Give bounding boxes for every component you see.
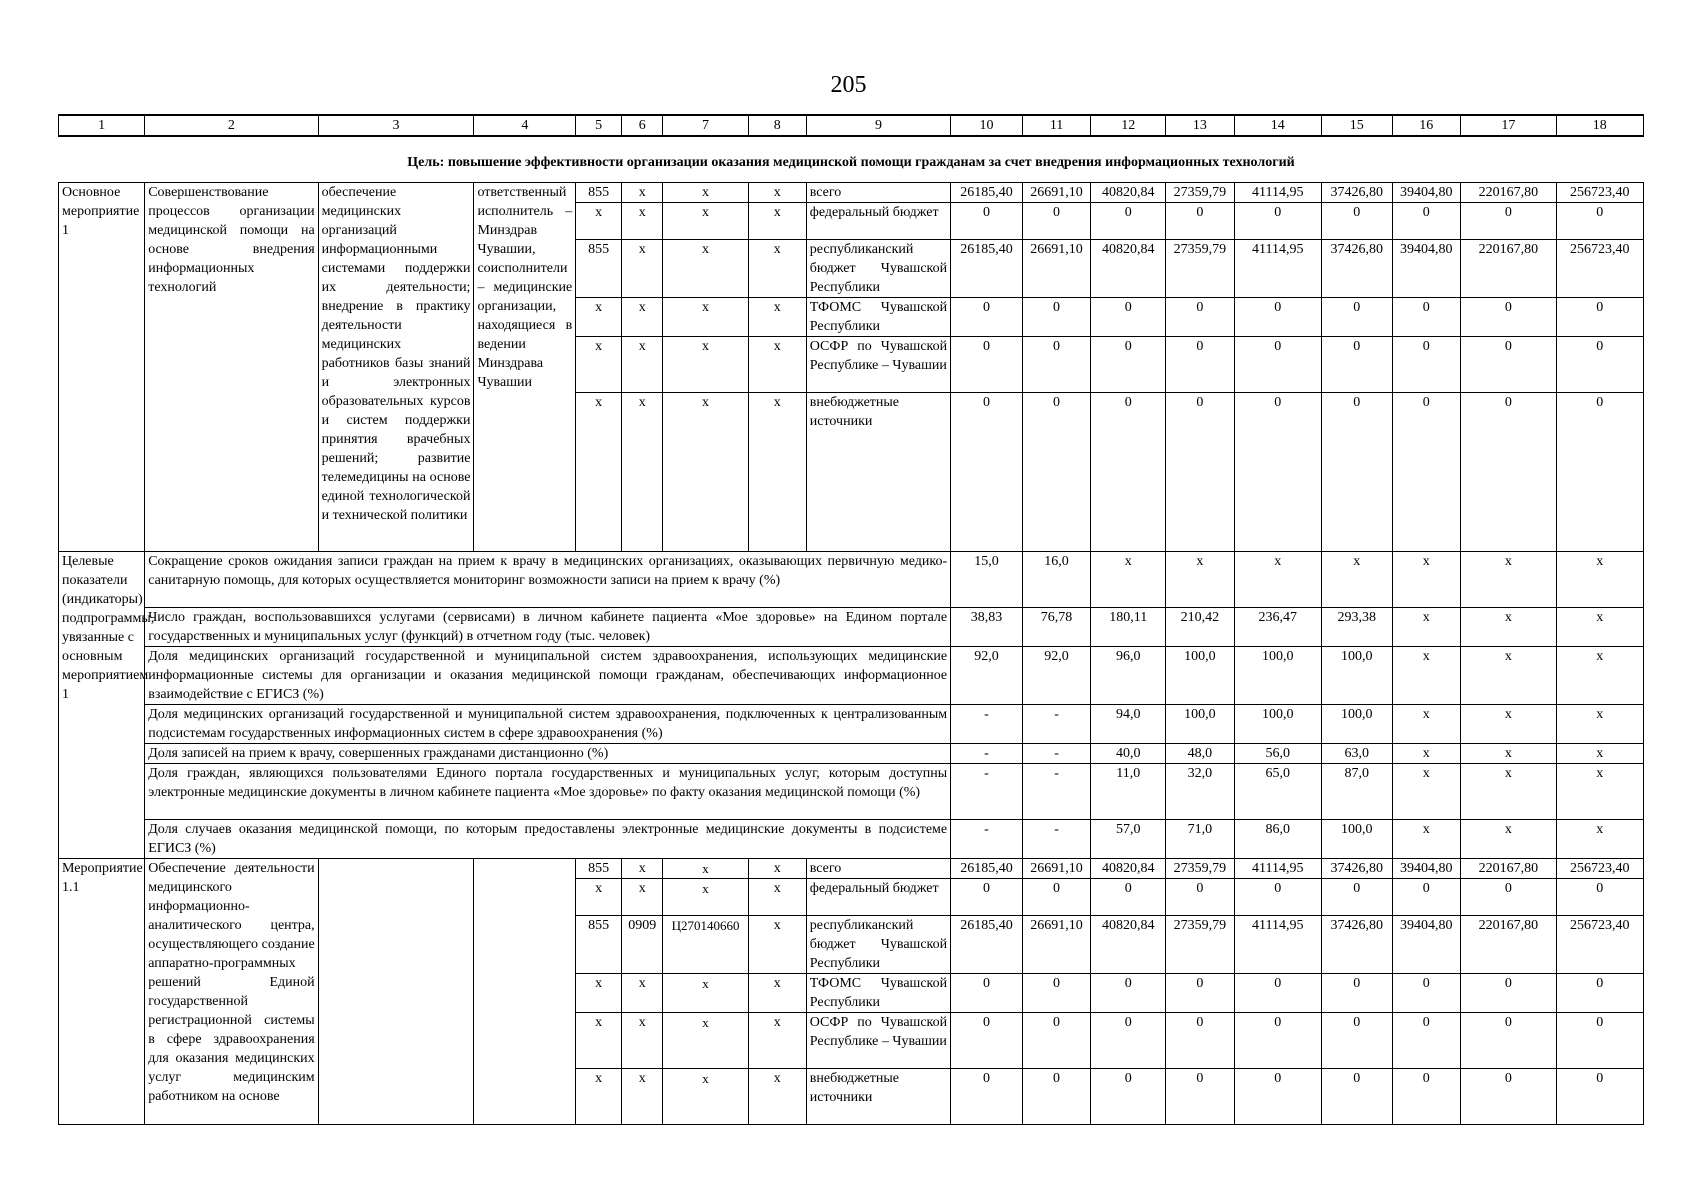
header-cell: 14 — [1234, 115, 1321, 136]
amount-cell: 0 — [1461, 298, 1557, 337]
indicator-row — [59, 647, 1644, 705]
target-article-code: x — [663, 337, 748, 393]
amount-cell: 0 — [951, 337, 1023, 393]
indicator-value: 293,38 — [1321, 608, 1392, 647]
amount-cell: 39404,80 — [1392, 859, 1461, 879]
indicator-text: Доля записей на прием к врачу, совершенных гражданами дистанционно (%) — [145, 744, 951, 764]
section-code: x — [621, 1013, 663, 1069]
funding-source: ТФОМС Чувашской Республики — [806, 974, 950, 1013]
indicator-value: 15,0 — [951, 552, 1023, 608]
amount-cell: 0 — [1461, 1069, 1557, 1125]
amount-cell: 0 — [1321, 298, 1392, 337]
section-code: 0909 — [621, 916, 663, 974]
page-number: 205 — [830, 72, 867, 98]
indicator-value: 100,0 — [1321, 820, 1392, 859]
indicator-value: 100,0 — [1234, 647, 1321, 705]
indicator-row — [59, 705, 1644, 744]
target-article-code: x — [663, 879, 748, 916]
indicator-value: - — [951, 820, 1023, 859]
amount-cell: 0 — [1392, 298, 1461, 337]
header-cell: 2 — [145, 115, 318, 136]
section-code: x — [621, 859, 663, 879]
header-cell: 4 — [474, 115, 576, 136]
expense-type-code: x — [748, 337, 806, 393]
header-cell: 17 — [1461, 115, 1557, 136]
amount-cell: 0 — [1234, 1069, 1321, 1125]
header-cell: 11 — [1022, 115, 1091, 136]
event1-row — [59, 183, 1644, 203]
header-cell: 8 — [748, 115, 806, 136]
amount-cell: 0 — [1022, 298, 1091, 337]
indicator-value: 92,0 — [951, 647, 1023, 705]
amount-cell: 0 — [1392, 393, 1461, 552]
amount-cell: 0 — [1166, 298, 1235, 337]
indicator-value: 65,0 — [1234, 764, 1321, 820]
grbs-code: 855 — [576, 240, 622, 298]
indicator-row — [59, 552, 1644, 608]
target-article-code: x — [663, 859, 748, 879]
indicator-value: 236,47 — [1234, 608, 1321, 647]
section-code: x — [621, 1069, 663, 1125]
funding-source: внебюджетные источники — [806, 1069, 950, 1125]
amount-cell: 41114,95 — [1234, 916, 1321, 974]
amount-cell: 0 — [1461, 203, 1557, 240]
amount-cell: 40820,84 — [1091, 240, 1166, 298]
indicator-value: x — [1392, 608, 1461, 647]
amount-cell: 40820,84 — [1091, 859, 1166, 879]
amount-cell: 41114,95 — [1234, 859, 1321, 879]
indicator-value: 100,0 — [1166, 647, 1235, 705]
funding-source: внебюджетные источники — [806, 393, 950, 552]
amount-cell: 0 — [1556, 879, 1643, 916]
indicator-value: - — [951, 764, 1023, 820]
indicator-value: 180,11 — [1091, 608, 1166, 647]
indicator-value: x — [1556, 647, 1643, 705]
amount-cell: 0 — [951, 1069, 1023, 1125]
amount-cell: 26691,10 — [1022, 916, 1091, 974]
indicator-value: x — [1461, 608, 1557, 647]
amount-cell: 37426,80 — [1321, 916, 1392, 974]
amount-cell: 0 — [1392, 1013, 1461, 1069]
amount-cell: 0 — [1461, 974, 1557, 1013]
amount-cell: 0 — [1321, 393, 1392, 552]
amount-cell: 37426,80 — [1321, 240, 1392, 298]
section-code: x — [621, 183, 663, 203]
amount-cell: 0 — [1022, 203, 1091, 240]
expense-type-code: x — [748, 240, 806, 298]
amount-cell: 256723,40 — [1556, 916, 1643, 974]
amount-cell: 0 — [1321, 974, 1392, 1013]
amount-cell: 0 — [1556, 1013, 1643, 1069]
amount-cell: 0 — [1091, 879, 1166, 916]
amount-cell: 220167,80 — [1461, 183, 1557, 203]
amount-cell: 0 — [1022, 974, 1091, 1013]
goal-text: Цель: повышение эффективности организации оказания медицинской помощи гражданам за счет внедрения информационных технологий — [59, 136, 1644, 183]
indicator-value: 16,0 — [1022, 552, 1091, 608]
header-cell: 18 — [1556, 115, 1643, 136]
amount-cell: 26691,10 — [1022, 859, 1091, 879]
amount-cell: 0 — [1392, 974, 1461, 1013]
indicator-value: x — [1556, 744, 1643, 764]
funding-source: республиканский бюджет Чувашской Республики — [806, 240, 950, 298]
indicator-value: x — [1392, 552, 1461, 608]
amount-cell: 26691,10 — [1022, 240, 1091, 298]
funding-source: федеральный бюджет — [806, 203, 950, 240]
section-code: x — [621, 240, 663, 298]
amount-cell: 0 — [1022, 337, 1091, 393]
amount-cell: 0 — [1234, 393, 1321, 552]
header-cell: 5 — [576, 115, 622, 136]
amount-cell: 0 — [1022, 1013, 1091, 1069]
amount-cell: 0 — [1091, 203, 1166, 240]
funding-source: ТФОМС Чувашской Республики — [806, 298, 950, 337]
expense-type-code: x — [748, 1013, 806, 1069]
indicator-value: 100,0 — [1321, 705, 1392, 744]
expense-type-code: x — [748, 1069, 806, 1125]
event11-title: Мероприятие 1.1 — [59, 859, 145, 1125]
indicator-value: x — [1461, 647, 1557, 705]
indicator-text: Доля граждан, являющихся пользователями Единого портала государственных и муниципальных услуг, которым доступны электронные медицинские документы в личном кабинете пациента «Мое здоровье» по факту оказания медицинской помощи (%) — [145, 764, 951, 820]
event1-title: Основное мероприятие 1 — [59, 183, 145, 552]
amount-cell: 0 — [1461, 879, 1557, 916]
goal-row — [59, 136, 1644, 183]
funding-source: всего — [806, 183, 950, 203]
amount-cell: 0 — [1556, 393, 1643, 552]
expense-type-code: x — [748, 203, 806, 240]
event11-executor — [474, 859, 576, 1125]
indicator-value: x — [1461, 764, 1557, 820]
header-cell: 15 — [1321, 115, 1392, 136]
expense-type-code: x — [748, 974, 806, 1013]
funding-source: ОСФР по Чувашской Республике – Чувашии — [806, 1013, 950, 1069]
amount-cell: 220167,80 — [1461, 240, 1557, 298]
amount-cell: 0 — [1166, 337, 1235, 393]
amount-cell: 37426,80 — [1321, 859, 1392, 879]
indicator-value: x — [1556, 705, 1643, 744]
indicator-value: x — [1556, 764, 1643, 820]
expense-type-code: x — [748, 393, 806, 552]
amount-cell: 26185,40 — [951, 183, 1023, 203]
indicator-value: - — [1022, 744, 1091, 764]
target-article-code: x — [663, 974, 748, 1013]
amount-cell: 0 — [1556, 337, 1643, 393]
amount-cell: 0 — [1234, 879, 1321, 916]
amount-cell: 41114,95 — [1234, 240, 1321, 298]
indicator-row — [59, 764, 1644, 820]
amount-cell: 0 — [1556, 203, 1643, 240]
funding-source: республиканский бюджет Чувашской Республики — [806, 916, 950, 974]
expense-type-code: x — [748, 916, 806, 974]
amount-cell: 0 — [951, 298, 1023, 337]
indicator-text: Доля медицинских организаций государственной и муниципальной систем здравоохранения, использующих медицинские информационные системы для организации и оказания медицинской помощи гражданам, обеспечивающих информационное взаимодействие с ЕГИСЗ (%) — [145, 647, 951, 705]
amount-cell: 0 — [1166, 1069, 1235, 1125]
amount-cell: 0 — [1234, 974, 1321, 1013]
indicator-value: x — [1461, 744, 1557, 764]
grbs-code: 855 — [576, 916, 622, 974]
indicator-value: x — [1392, 647, 1461, 705]
grbs-code: x — [576, 337, 622, 393]
header-cell: 7 — [663, 115, 748, 136]
amount-cell: 0 — [1022, 393, 1091, 552]
indicator-value: x — [1392, 744, 1461, 764]
event1-description: обеспечение медицинских организаций информационными системами поддержки их деятельности; внедрение в практику деятельности медицинских работников базы знаний и электронных образовательных курсов и систем поддержки принятия врачебных решений; развитие телемедицины на основе единой технологической и технической политики — [318, 183, 474, 552]
header-cell: 13 — [1166, 115, 1235, 136]
indicator-text: Доля медицинских организаций государственной и муниципальной систем здравоохранения, подключенных к централизованным подсистемам государственных информационных систем в сфере здравоохранения (%) — [145, 705, 951, 744]
amount-cell: 256723,40 — [1556, 240, 1643, 298]
indicator-text: Сокращение сроков ожидания записи граждан на прием к врачу в медицинских организациях, оказывающих первичную медико-санитарную помощь, для которых осуществляется мониторинг возможности записи на прием к врачу (%) — [145, 552, 951, 608]
indicator-value: x — [1392, 764, 1461, 820]
header-cell: 12 — [1091, 115, 1166, 136]
indicator-value: x — [1321, 552, 1392, 608]
indicator-value: x — [1091, 552, 1166, 608]
amount-cell: 0 — [1556, 1069, 1643, 1125]
amount-cell: 0 — [951, 1013, 1023, 1069]
amount-cell: 0 — [1091, 393, 1166, 552]
target-article-code: x — [663, 1013, 748, 1069]
indicator-value: x — [1166, 552, 1235, 608]
amount-cell: 0 — [1091, 974, 1166, 1013]
indicator-value: 32,0 — [1166, 764, 1235, 820]
amount-cell: 0 — [1234, 1013, 1321, 1069]
amount-cell: 0 — [1091, 1069, 1166, 1125]
amount-cell: 0 — [1321, 337, 1392, 393]
indicator-value: 94,0 — [1091, 705, 1166, 744]
target-article-code: x — [663, 298, 748, 337]
amount-cell: 256723,40 — [1556, 859, 1643, 879]
amount-cell: 220167,80 — [1461, 916, 1557, 974]
amount-cell: 27359,79 — [1166, 183, 1235, 203]
target-article-code: Ц270140660 — [663, 916, 748, 974]
indicators-label: Целевые показатели (индикаторы) подпрограммы, увязанные с основным мероприятием 1 — [59, 552, 145, 859]
section-code: x — [621, 203, 663, 240]
target-article-code: x — [663, 240, 748, 298]
amount-cell: 40820,84 — [1091, 183, 1166, 203]
amount-cell: 0 — [1234, 337, 1321, 393]
amount-cell: 26185,40 — [951, 240, 1023, 298]
amount-cell: 0 — [1091, 337, 1166, 393]
amount-cell: 40820,84 — [1091, 916, 1166, 974]
section-code: x — [621, 974, 663, 1013]
amount-cell: 0 — [1392, 203, 1461, 240]
grbs-code: 855 — [576, 859, 622, 879]
amount-cell: 27359,79 — [1166, 916, 1235, 974]
target-article-code: x — [663, 203, 748, 240]
indicator-value: x — [1461, 705, 1557, 744]
amount-cell: 0 — [1091, 298, 1166, 337]
header-row — [59, 115, 1644, 136]
indicator-value: 87,0 — [1321, 764, 1392, 820]
grbs-code: x — [576, 298, 622, 337]
amount-cell: 0 — [1321, 879, 1392, 916]
grbs-code: x — [576, 1069, 622, 1125]
funding-source: всего — [806, 859, 950, 879]
amount-cell: 27359,79 — [1166, 240, 1235, 298]
indicator-value: 100,0 — [1166, 705, 1235, 744]
amount-cell: 0 — [1392, 1069, 1461, 1125]
amount-cell: 0 — [1166, 203, 1235, 240]
amount-cell: 0 — [1166, 1013, 1235, 1069]
section-code: x — [621, 298, 663, 337]
amount-cell: 0 — [1022, 879, 1091, 916]
amount-cell: 0 — [1234, 298, 1321, 337]
indicator-value: 76,78 — [1022, 608, 1091, 647]
grbs-code: x — [576, 1013, 622, 1069]
amount-cell: 0 — [1392, 879, 1461, 916]
event11-name: Обеспечение деятельности медицинского информационно-аналитического центра, осуществляющего создание аппаратно-программных решений Единой государственной регистрационной системы в сфере здравоохранения для оказания медицинских услуг медицинским работником на основе — [145, 859, 318, 1125]
indicator-value: 210,42 — [1166, 608, 1235, 647]
event1-name: Совершенствование процессов организации медицинской помощи на основе внедрения информационных технологий — [145, 183, 318, 552]
indicator-value: x — [1461, 820, 1557, 859]
indicator-value: 86,0 — [1234, 820, 1321, 859]
amount-cell: 0 — [951, 974, 1023, 1013]
amount-cell: 39404,80 — [1392, 916, 1461, 974]
amount-cell: 26185,40 — [951, 916, 1023, 974]
indicator-value: x — [1556, 608, 1643, 647]
expense-type-code: x — [748, 879, 806, 916]
header-cell: 1 — [59, 115, 145, 136]
amount-cell: 0 — [951, 203, 1023, 240]
indicator-value: x — [1556, 820, 1643, 859]
indicator-value: 56,0 — [1234, 744, 1321, 764]
indicator-value: x — [1392, 705, 1461, 744]
amount-cell: 0 — [1166, 879, 1235, 916]
amount-cell: 0 — [1556, 974, 1643, 1013]
indicator-value: x — [1234, 552, 1321, 608]
amount-cell: 39404,80 — [1392, 183, 1461, 203]
indicator-row — [59, 608, 1644, 647]
section-code: x — [621, 393, 663, 552]
section-code: x — [621, 879, 663, 916]
indicator-value: 92,0 — [1022, 647, 1091, 705]
indicator-value: 100,0 — [1321, 647, 1392, 705]
program-table — [58, 114, 1644, 1125]
header-cell: 3 — [318, 115, 474, 136]
header-cell: 9 — [806, 115, 950, 136]
indicator-row — [59, 820, 1644, 859]
amount-cell: 0 — [1321, 1069, 1392, 1125]
indicator-row — [59, 744, 1644, 764]
amount-cell: 0 — [1556, 298, 1643, 337]
amount-cell: 26691,10 — [1022, 183, 1091, 203]
amount-cell: 0 — [1461, 393, 1557, 552]
header-cell: 10 — [951, 115, 1023, 136]
indicator-value: - — [1022, 705, 1091, 744]
indicator-value: 63,0 — [1321, 744, 1392, 764]
amount-cell: 0 — [1022, 1069, 1091, 1125]
amount-cell: 41114,95 — [1234, 183, 1321, 203]
expense-type-code: x — [748, 183, 806, 203]
indicator-value: 40,0 — [1091, 744, 1166, 764]
indicator-value: 48,0 — [1166, 744, 1235, 764]
grbs-code: x — [576, 879, 622, 916]
amount-cell: 39404,80 — [1392, 240, 1461, 298]
amount-cell: 0 — [1091, 1013, 1166, 1069]
amount-cell: 0 — [1321, 203, 1392, 240]
indicator-value: 57,0 — [1091, 820, 1166, 859]
amount-cell: 27359,79 — [1166, 859, 1235, 879]
indicator-value: x — [1556, 552, 1643, 608]
amount-cell: 0 — [1166, 393, 1235, 552]
funding-source: федеральный бюджет — [806, 879, 950, 916]
header-cell: 6 — [621, 115, 663, 136]
target-article-code: x — [663, 1069, 748, 1125]
amount-cell: 256723,40 — [1556, 183, 1643, 203]
amount-cell: 220167,80 — [1461, 859, 1557, 879]
indicator-value: - — [951, 705, 1023, 744]
grbs-code: x — [576, 203, 622, 240]
event1-executor: ответственный исполнитель – Минздрав Чувашии, соисполнители – медицинские организации, находящиеся в ведении Минздрава Чувашии — [474, 183, 576, 552]
event11-row — [59, 859, 1644, 879]
indicator-value: x — [1392, 820, 1461, 859]
indicator-text: Число граждан, воспользовавшихся услугами (сервисами) в личном кабинете пациента «Мое здоровье» на Едином портале государственных и муниципальных услуг (функций) в отчетном году (тыс. человек) — [145, 608, 951, 647]
amount-cell: 0 — [1461, 1013, 1557, 1069]
amount-cell: 0 — [1461, 337, 1557, 393]
expense-type-code: x — [748, 859, 806, 879]
indicator-value: 38,83 — [951, 608, 1023, 647]
grbs-code: x — [576, 974, 622, 1013]
indicator-value: 71,0 — [1166, 820, 1235, 859]
amount-cell: 0 — [1166, 974, 1235, 1013]
indicator-value: - — [1022, 820, 1091, 859]
amount-cell: 0 — [1321, 1013, 1392, 1069]
indicator-value: 11,0 — [1091, 764, 1166, 820]
amount-cell: 0 — [1392, 337, 1461, 393]
amount-cell: 0 — [1234, 203, 1321, 240]
indicator-value: - — [1022, 764, 1091, 820]
amount-cell: 0 — [951, 879, 1023, 916]
indicator-value: 96,0 — [1091, 647, 1166, 705]
grbs-code: 855 — [576, 183, 622, 203]
amount-cell: 26185,40 — [951, 859, 1023, 879]
expense-type-code: x — [748, 298, 806, 337]
target-article-code: x — [663, 393, 748, 552]
indicator-value: x — [1461, 552, 1557, 608]
header-cell: 16 — [1392, 115, 1461, 136]
section-code: x — [621, 337, 663, 393]
amount-cell: 0 — [951, 393, 1023, 552]
grbs-code: x — [576, 393, 622, 552]
target-article-code: x — [663, 183, 748, 203]
indicator-value: 100,0 — [1234, 705, 1321, 744]
event11-description — [318, 859, 474, 1125]
funding-source: ОСФР по Чувашской Республике – Чувашии — [806, 337, 950, 393]
indicator-text: Доля случаев оказания медицинской помощи, по которым предоставлены электронные медицинские документы в подсистеме ЕГИСЗ (%) — [145, 820, 951, 859]
amount-cell: 37426,80 — [1321, 183, 1392, 203]
indicator-value: - — [951, 744, 1023, 764]
